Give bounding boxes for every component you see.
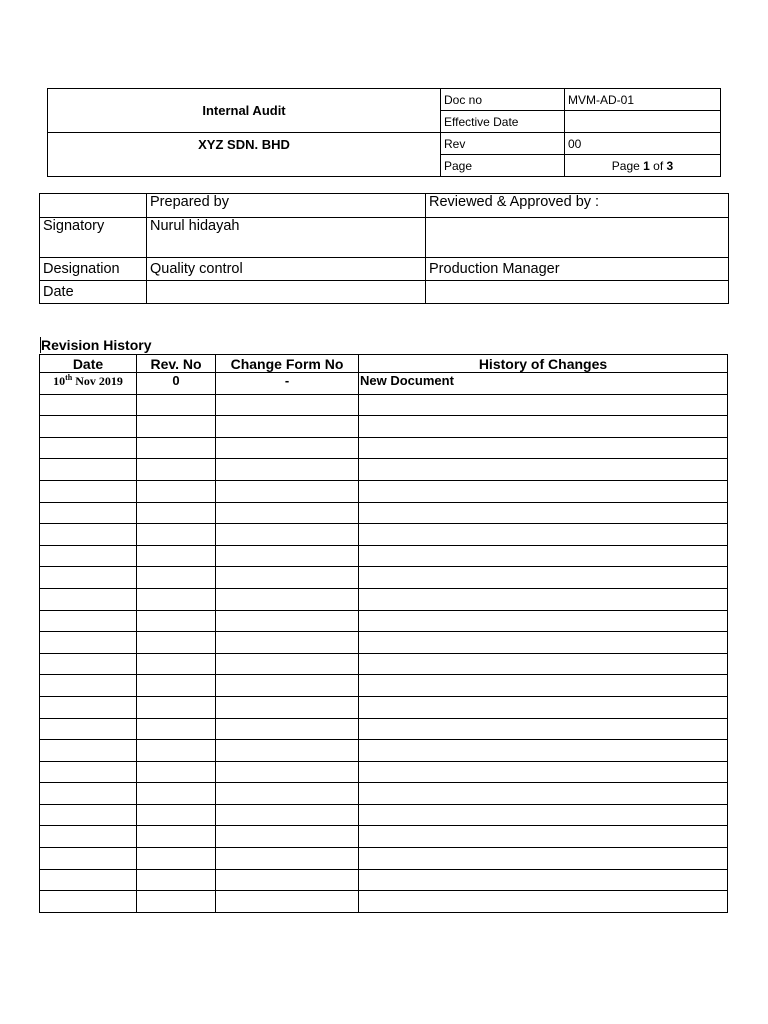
empty-cell [359, 761, 728, 783]
empty-cell [359, 567, 728, 589]
table-row [40, 588, 728, 610]
empty-cell [40, 437, 137, 459]
prepared-date [147, 281, 426, 304]
empty-cell [359, 610, 728, 632]
document-header [47, 88, 721, 177]
date-suffix: th [65, 373, 73, 382]
empty-cell [137, 804, 216, 826]
effective-date-label: Effective Date [441, 111, 565, 133]
empty-cell [40, 632, 137, 654]
table-row [40, 480, 728, 502]
empty-cell [359, 394, 728, 416]
empty-cell [216, 826, 359, 848]
rev-label: Rev [441, 133, 565, 155]
effective-date-value [565, 111, 721, 133]
rev-value: 00 [565, 133, 721, 155]
empty-cell [216, 783, 359, 805]
empty-cell [40, 480, 137, 502]
empty-cell [359, 826, 728, 848]
empty-cell [40, 826, 137, 848]
empty-cell [137, 437, 216, 459]
empty-cell [137, 653, 216, 675]
empty-cell [216, 632, 359, 654]
table-row [40, 653, 728, 675]
table-row [40, 718, 728, 740]
empty-cell [40, 394, 137, 416]
empty-cell [40, 459, 137, 481]
signatory-label: Signatory [40, 218, 147, 258]
empty-cell [216, 394, 359, 416]
table-row [40, 632, 728, 654]
company-name: XYZ SDN. BHD [48, 133, 441, 177]
empty-cell [359, 783, 728, 805]
doc-no-label: Doc no [441, 89, 565, 111]
col-history-header: History of Changes [359, 355, 728, 373]
empty-cell [216, 869, 359, 891]
empty-cell [40, 502, 137, 524]
table-row [40, 567, 728, 589]
reviewed-signatory [426, 218, 729, 258]
table-row [40, 869, 728, 891]
empty-cell [40, 653, 137, 675]
document-title: Internal Audit [48, 89, 441, 133]
doc-no-value: MVM-AD-01 [565, 89, 721, 111]
empty-cell [359, 437, 728, 459]
empty-cell [359, 524, 728, 546]
empty-cell [40, 545, 137, 567]
empty-cell [216, 653, 359, 675]
revision-history-table [39, 354, 728, 913]
empty-cell [216, 480, 359, 502]
empty-cell [216, 588, 359, 610]
page-prefix: Page [611, 158, 644, 173]
empty-cell [359, 632, 728, 654]
prepared-signatory: Nurul hidayah [147, 218, 426, 258]
empty-cell [216, 416, 359, 438]
empty-cell [359, 869, 728, 891]
revision-rev-no: 0 [137, 373, 216, 395]
empty-cell [40, 696, 137, 718]
empty-cell [137, 632, 216, 654]
empty-cell [216, 567, 359, 589]
prepared-designation: Quality control [147, 258, 426, 281]
table-row [40, 804, 728, 826]
table-row [40, 394, 728, 416]
empty-cell [137, 848, 216, 870]
empty-cell [137, 567, 216, 589]
revision-history-title: Revision History [41, 337, 152, 353]
empty-cell [40, 891, 137, 913]
empty-cell [359, 675, 728, 697]
table-row [40, 740, 728, 762]
table-row [40, 373, 728, 395]
empty-cell [137, 524, 216, 546]
empty-cell [216, 524, 359, 546]
reviewed-date [426, 281, 729, 304]
empty-cell [359, 588, 728, 610]
empty-cell [137, 869, 216, 891]
revision-change-form: - [216, 373, 359, 395]
empty-cell [359, 459, 728, 481]
empty-cell [216, 848, 359, 870]
empty-cell [40, 610, 137, 632]
table-row [40, 848, 728, 870]
empty-cell [137, 740, 216, 762]
revision-history-text: New Document [359, 373, 728, 395]
empty-cell [40, 675, 137, 697]
empty-cell [137, 826, 216, 848]
date-label: Date [40, 281, 147, 304]
empty-cell [216, 610, 359, 632]
empty-cell [216, 891, 359, 913]
empty-cell [137, 480, 216, 502]
empty-cell [40, 848, 137, 870]
reviewed-by-header: Reviewed & Approved by : [426, 194, 729, 218]
empty-cell [40, 718, 137, 740]
page-of: of [649, 158, 667, 173]
empty-cell [359, 545, 728, 567]
empty-cell [137, 416, 216, 438]
table-row [40, 696, 728, 718]
revision-date [40, 373, 137, 395]
empty-cell [40, 761, 137, 783]
empty-cell [216, 459, 359, 481]
table-row [40, 610, 728, 632]
table-row [40, 891, 728, 913]
reviewed-designation: Production Manager [426, 258, 729, 281]
empty-cell [359, 696, 728, 718]
empty-cell [216, 502, 359, 524]
table-row [40, 783, 728, 805]
empty-cell [359, 804, 728, 826]
col-date-header: Date [40, 355, 137, 373]
empty-cell [40, 524, 137, 546]
empty-cell [359, 416, 728, 438]
empty-cell [216, 804, 359, 826]
designation-label: Designation [40, 258, 147, 281]
empty-cell [359, 740, 728, 762]
empty-cell [359, 502, 728, 524]
table-row [40, 545, 728, 567]
table-row [40, 502, 728, 524]
table-row [40, 437, 728, 459]
empty-cell [216, 718, 359, 740]
empty-cell [137, 761, 216, 783]
date-rest: Nov 2019 [72, 374, 123, 388]
table-row [40, 826, 728, 848]
empty-cell [137, 891, 216, 913]
table-row [40, 459, 728, 481]
page-total: 3 [666, 158, 674, 173]
empty-cell [359, 848, 728, 870]
empty-cell [40, 740, 137, 762]
empty-cell [359, 718, 728, 740]
empty-cell [216, 437, 359, 459]
approval-table [39, 193, 729, 304]
empty-cell [216, 675, 359, 697]
empty-cell [137, 696, 216, 718]
empty-cell [40, 804, 137, 826]
empty-cell [137, 718, 216, 740]
empty-cell [216, 545, 359, 567]
page-label: Page [441, 155, 565, 177]
empty-cell [359, 891, 728, 913]
empty-cell [40, 783, 137, 805]
empty-cell [359, 653, 728, 675]
empty-cell [137, 588, 216, 610]
empty-cell [40, 567, 137, 589]
page-number: 1 [643, 158, 650, 173]
empty-cell [137, 459, 216, 481]
empty-cell [137, 502, 216, 524]
table-row [40, 675, 728, 697]
empty-cell [216, 740, 359, 762]
empty-cell [40, 869, 137, 891]
table-row [40, 416, 728, 438]
empty-cell [40, 588, 137, 610]
empty-cell [137, 610, 216, 632]
prepared-by-header: Prepared by [147, 194, 426, 218]
approval-corner-cell [40, 194, 147, 218]
date-day: 10 [53, 374, 66, 388]
empty-cell [216, 761, 359, 783]
page-value [565, 155, 721, 177]
col-change-form-header: Change Form No [216, 355, 359, 373]
table-row [40, 761, 728, 783]
empty-cell [359, 480, 728, 502]
table-row [40, 524, 728, 546]
empty-cell [40, 416, 137, 438]
empty-cell [216, 696, 359, 718]
empty-cell [137, 675, 216, 697]
empty-cell [137, 394, 216, 416]
empty-cell [137, 783, 216, 805]
empty-cell [137, 545, 216, 567]
col-rev-header: Rev. No [137, 355, 216, 373]
